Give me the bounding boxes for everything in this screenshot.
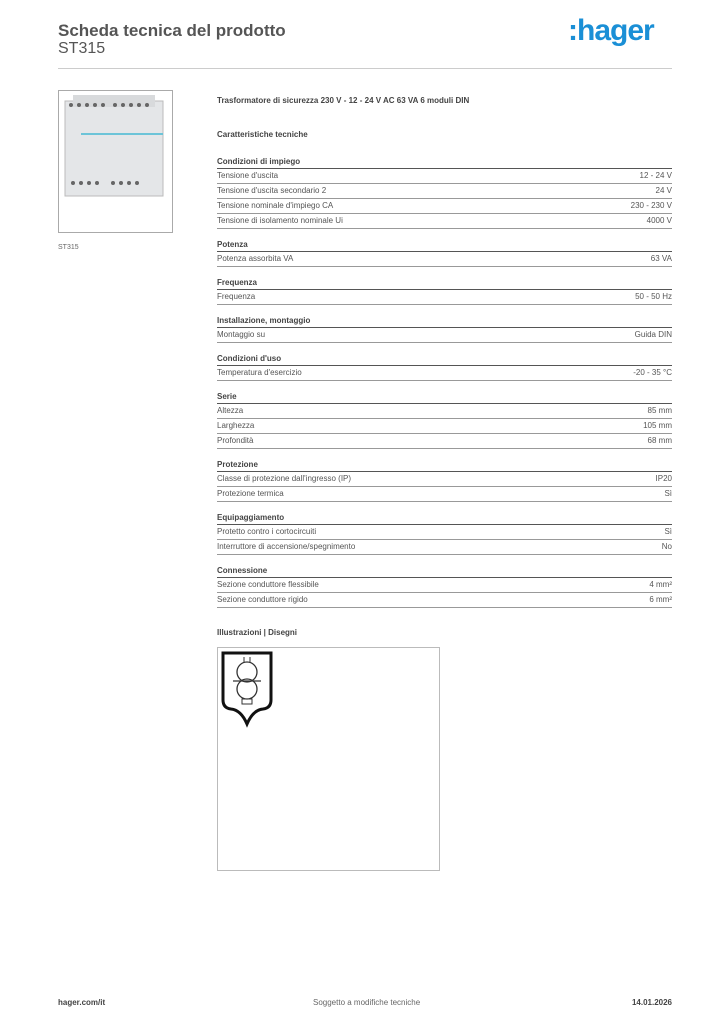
spec-label: Altezza [217,406,244,415]
spec-value: 12 - 24 V [639,171,672,180]
spec-label: Tensione d'uscita secondario 2 [217,186,327,195]
spec-section-title: Potenza [217,238,672,252]
spec-section [217,276,672,305]
spec-row [217,578,672,593]
spec-section-title: Protezione [217,458,672,472]
spec-section [217,390,672,449]
spec-row [217,434,672,449]
spec-value: 63 VA [650,254,672,263]
spec-row [217,290,672,305]
spec-label: Sezione conduttore flessibile [217,580,319,589]
spec-section [217,511,672,555]
spec-label: Larghezza [217,421,255,430]
spec-value: 6 mm² [649,595,672,604]
spec-label: Protetto contro i cortocircuiti [217,527,317,536]
spec-section [217,564,672,608]
spec-value: Sì [664,489,672,498]
spec-row [217,328,672,343]
footer-note: Soggetto a modifiche tecniche [313,998,421,1007]
spec-section-title: Connessione [217,564,672,578]
spec-value: 85 mm [647,406,672,415]
page-title: Scheda tecnica del prodotto [58,21,286,40]
spec-section [217,238,672,267]
spec-label: Interruttore di accensione/spegnimento [217,542,356,551]
spec-section-title: Frequenza [217,276,672,290]
spec-label: Sezione conduttore rigido [217,595,308,604]
spec-label: Temperatura d'esercizio [217,368,302,377]
image-caption: ST315 [58,244,79,251]
spec-value: 68 mm [647,436,672,445]
spec-row [217,252,672,267]
spec-section [217,314,672,343]
spec-section-title: Installazione, montaggio [217,314,672,328]
spec-section [217,352,672,381]
spec-row [217,525,672,540]
spec-label: Protezione termica [217,489,284,498]
spec-value: 105 mm [643,421,672,430]
spec-row [217,214,672,229]
spec-value: 4000 V [646,216,672,225]
spec-section [217,458,672,502]
spec-value: 230 - 230 V [630,201,672,210]
header-divider [58,68,672,69]
spec-row [217,593,672,608]
spec-row [217,419,672,434]
spec-label: Tensione di isolamento nominale Ui [217,216,343,225]
spec-value: Sì [664,527,672,536]
spec-row [217,169,672,184]
spec-label: Potenza assorbita VA [217,254,294,263]
drawing-box [217,647,440,871]
spec-section-title: Condizioni di impiego [217,155,672,169]
section-heading: Caratteristiche tecniche [217,130,308,139]
spec-value: -20 - 35 °C [633,368,672,377]
spec-label: Profondità [217,436,254,445]
specs-table [217,155,672,617]
product-code: ST315 [58,40,106,57]
spec-value: Guida DIN [634,330,672,339]
spec-row [217,366,672,381]
spec-label: Classe di protezione dall'ingresso (IP) [217,474,352,483]
spec-value: 24 V [655,186,672,195]
spec-row [217,404,672,419]
spec-label: Frequenza [217,292,256,301]
product-name: Trasformatore di sicurezza 230 V - 12 - 24 V AC 63 VA 6 moduli DIN [217,96,470,105]
spec-section-title: Equipaggiamento [217,511,672,525]
spec-row [217,184,672,199]
footer-date: 14.01.2026 [631,998,672,1007]
spec-value: 50 - 50 Hz [635,292,672,301]
spec-row [217,199,672,214]
spec-label: Tensione nominale d'impiego CA [217,201,334,210]
spec-value: 4 mm² [649,580,672,589]
footer-website: hager.com/it [58,998,106,1007]
spec-row [217,487,672,502]
spec-section-title: Condizioni d'uso [217,352,672,366]
hager-logo: :hager [568,14,654,47]
spec-label: Tensione d'uscita [217,171,279,180]
spec-row [217,472,672,487]
illustrations-title: Illustrazioni | Disegni [217,628,298,637]
spec-label: Montaggio su [217,330,266,339]
spec-row [217,540,672,555]
safety-transformer-symbol-icon [218,648,288,738]
spec-section [217,155,672,229]
spec-value: IP20 [655,474,672,483]
spec-value: No [661,542,672,551]
product-image [58,90,173,233]
spec-section-title: Serie [217,390,672,404]
